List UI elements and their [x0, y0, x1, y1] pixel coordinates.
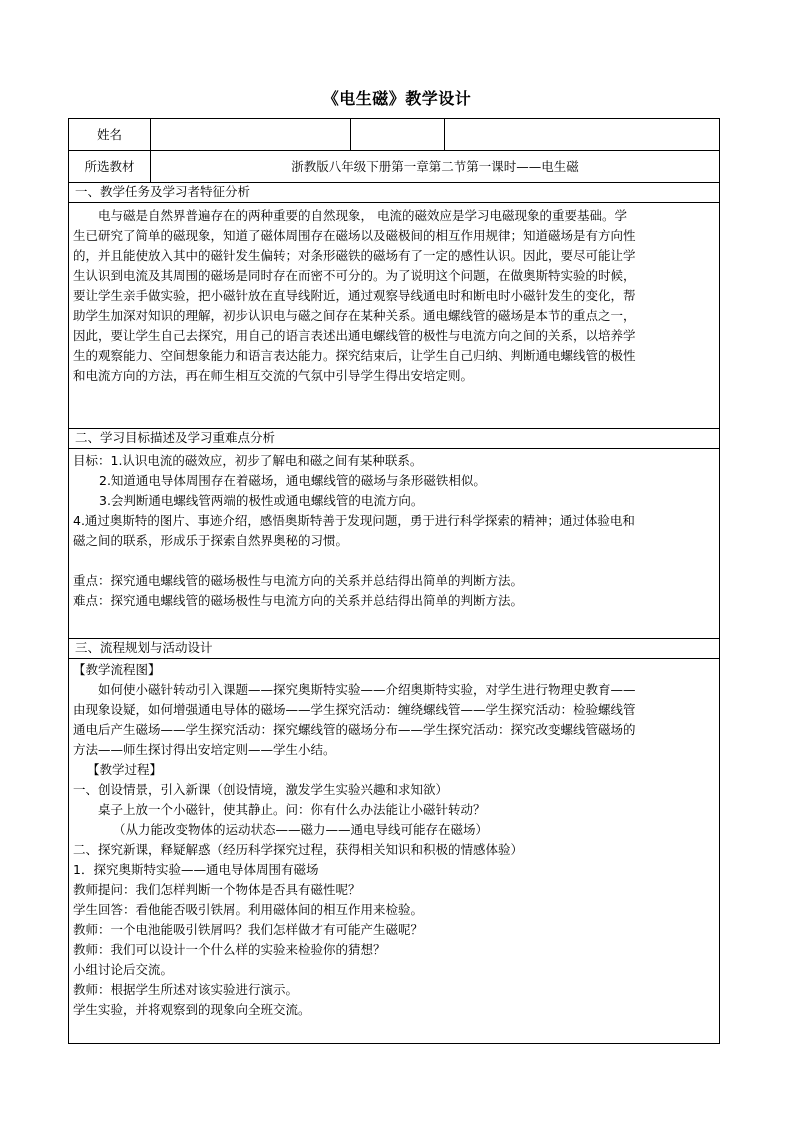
section1-line: 电与磁是自然界普遍存在的两种重要的自然现象， 电流的磁效应是学习电磁现象的重要基础。学: [98, 208, 627, 223]
section1-line: 生认识到电流及其周围的磁场是同时存在而密不可分的。为了说明这个问题，在做奥斯特实验的时候，: [73, 268, 636, 283]
section1-body: [69, 203, 720, 429]
section3-body-row: [69, 659, 720, 1044]
material-row: [69, 151, 720, 183]
lesson-plan-table: [68, 118, 720, 1044]
document-title: 《电生磁》教学设计: [322, 89, 472, 108]
goal-4-line-1: 4.通过奥斯特的图片、事迹介绍，感悟奥斯特善于发现问题，勇于进行科学探索的精神；通过体验电和: [73, 513, 635, 528]
dialog-line: 教师提问：我们怎样判断一个物体是否具有磁性呢？: [73, 882, 361, 897]
section1-line: 和电流方向的方法，再在师生相互交流的气氛中引导学生得出安培定则。: [73, 368, 474, 383]
section2-body-row: [69, 449, 720, 639]
dialog-line: 学生回答：看他能否吸引铁屑。利用磁体间的相互作用来检验。: [73, 902, 424, 917]
goal-3: 3.会判断通电螺线管两端的极性或通电螺线管的电流方向。: [99, 493, 424, 508]
step-2: 二、探究新课，释疑解惑（经历科学探究过程，获得相关知识和积极的情感体验）: [73, 842, 524, 857]
step-1-b: （从力能改变物体的运动状态——磁力——通电导线可能存在磁场）: [113, 822, 489, 837]
section1-line: 助学生加深对知识的理解，初步认识电与磁之间存在某种关系。通电螺线管的磁场是本节的重点之一，: [73, 308, 636, 323]
dialog-line: 教师：根据学生所述对该实验进行演示。: [73, 982, 299, 997]
section1-heading-row: [69, 183, 720, 203]
difficult-point: 难点：探究通电螺线管的磁场极性与电流方向的关系并总结得出简单的判断方法。: [73, 593, 524, 608]
name-row: [69, 119, 720, 151]
dialog-line: 小组讨论后交流。: [73, 962, 174, 977]
section1-line: 要让学生亲手做实验，把小磁针放在直导线附近，通过观察导线通电时和断电时小磁针发生的变化，帮: [73, 288, 636, 303]
flow-line: 如何使小磁针转动引入课题——探究奥斯特实验——介绍奥斯特实验，对学生进行物理史教育——: [98, 682, 636, 697]
name-value-cell: [151, 119, 351, 151]
empty-cell-b: [445, 119, 720, 151]
section2-heading: 二、学习目标描述及学习重难点分析: [69, 429, 720, 449]
empty-cell-a: [351, 119, 445, 151]
step-1-a: 桌子上放一个小磁针，使其静止。问：你有什么办法能让小磁针转动？: [98, 802, 486, 817]
flow-line: 通电后产生磁场——学生探究活动：探究螺线管的磁场分布——学生探究活动：探究改变螺线管磁场的: [73, 722, 636, 737]
section1-line: 生已研究了简单的磁现象，知道了磁体周围存在磁场以及磁极间的相互作用规律；知道磁场是有方向性: [73, 228, 636, 243]
section1-line: 生的观察能力、空间想象能力和语言表达能力。探究结束后，让学生自己归纳、判断通电螺线管的极性: [73, 348, 636, 363]
section1-body-row: [69, 203, 720, 429]
dialog-line: 学生实验，并将观察到的现象向全班交流。: [73, 1002, 311, 1017]
goal-2: 2.知道通电导体周围存在着磁场，通电螺线管的磁场与条形磁铁相似。: [99, 473, 486, 488]
section1-line: 因此，要让学生自己去探究，用自己的语言表述出通电螺线管的极性与电流方向之间的关系，以培养学: [73, 328, 636, 343]
section1-line: 的，并且能使放入其中的磁针发生偏转；对条形磁铁的磁场有了一定的感性认识。因此，要尽可能让学: [73, 248, 636, 263]
goal-4-line-2: 磁之间的联系，形成乐于探索自然界奥秘的习惯。: [73, 533, 349, 548]
dialog-line: 教师：一个电池能吸引铁屑吗？我们怎样做才有可能产生磁呢？: [73, 922, 424, 937]
process-title: 【教学过程】: [87, 762, 163, 777]
section3-heading-row: [69, 639, 720, 659]
section2-heading-row: [69, 429, 720, 449]
flow-title: 【教学流程图】: [73, 662, 161, 677]
section2-body: [69, 449, 720, 639]
goal-1: 目标：1.认识电流的磁效应，初步了解电和磁之间有某种联系。: [73, 453, 423, 468]
flow-line: 方法——师生探讨得出安培定则——学生小结。: [73, 742, 336, 757]
dialog-line: 教师：我们可以设计一个什么样的实验来检验你的猜想？: [73, 942, 386, 957]
material-label: 所选教材: [69, 151, 151, 183]
key-point: 重点：探究通电螺线管的磁场极性与电流方向的关系并总结得出简单的判断方法。: [73, 573, 524, 588]
material-value: 浙教版八年级下册第一章第二节第一课时——电生磁: [151, 151, 720, 183]
flow-line: 由现象设疑，如何增强通电导体的磁场——学生探究活动：缠绕螺线管——学生探究活动：检验螺线管: [73, 702, 636, 717]
step-1: 一、创设情景，引入新课（创设情境，激发学生实验兴趣和求知欲）: [73, 782, 449, 797]
section3-body: [69, 659, 720, 1044]
step-2-1: 1．探究奥斯特实验——通电导体周围有磁场: [73, 862, 319, 877]
name-label: 姓名: [69, 119, 151, 151]
section3-heading: 三、流程规划与活动设计: [69, 639, 720, 659]
section1-heading: 一、教学任务及学习者特征分析: [69, 183, 720, 203]
